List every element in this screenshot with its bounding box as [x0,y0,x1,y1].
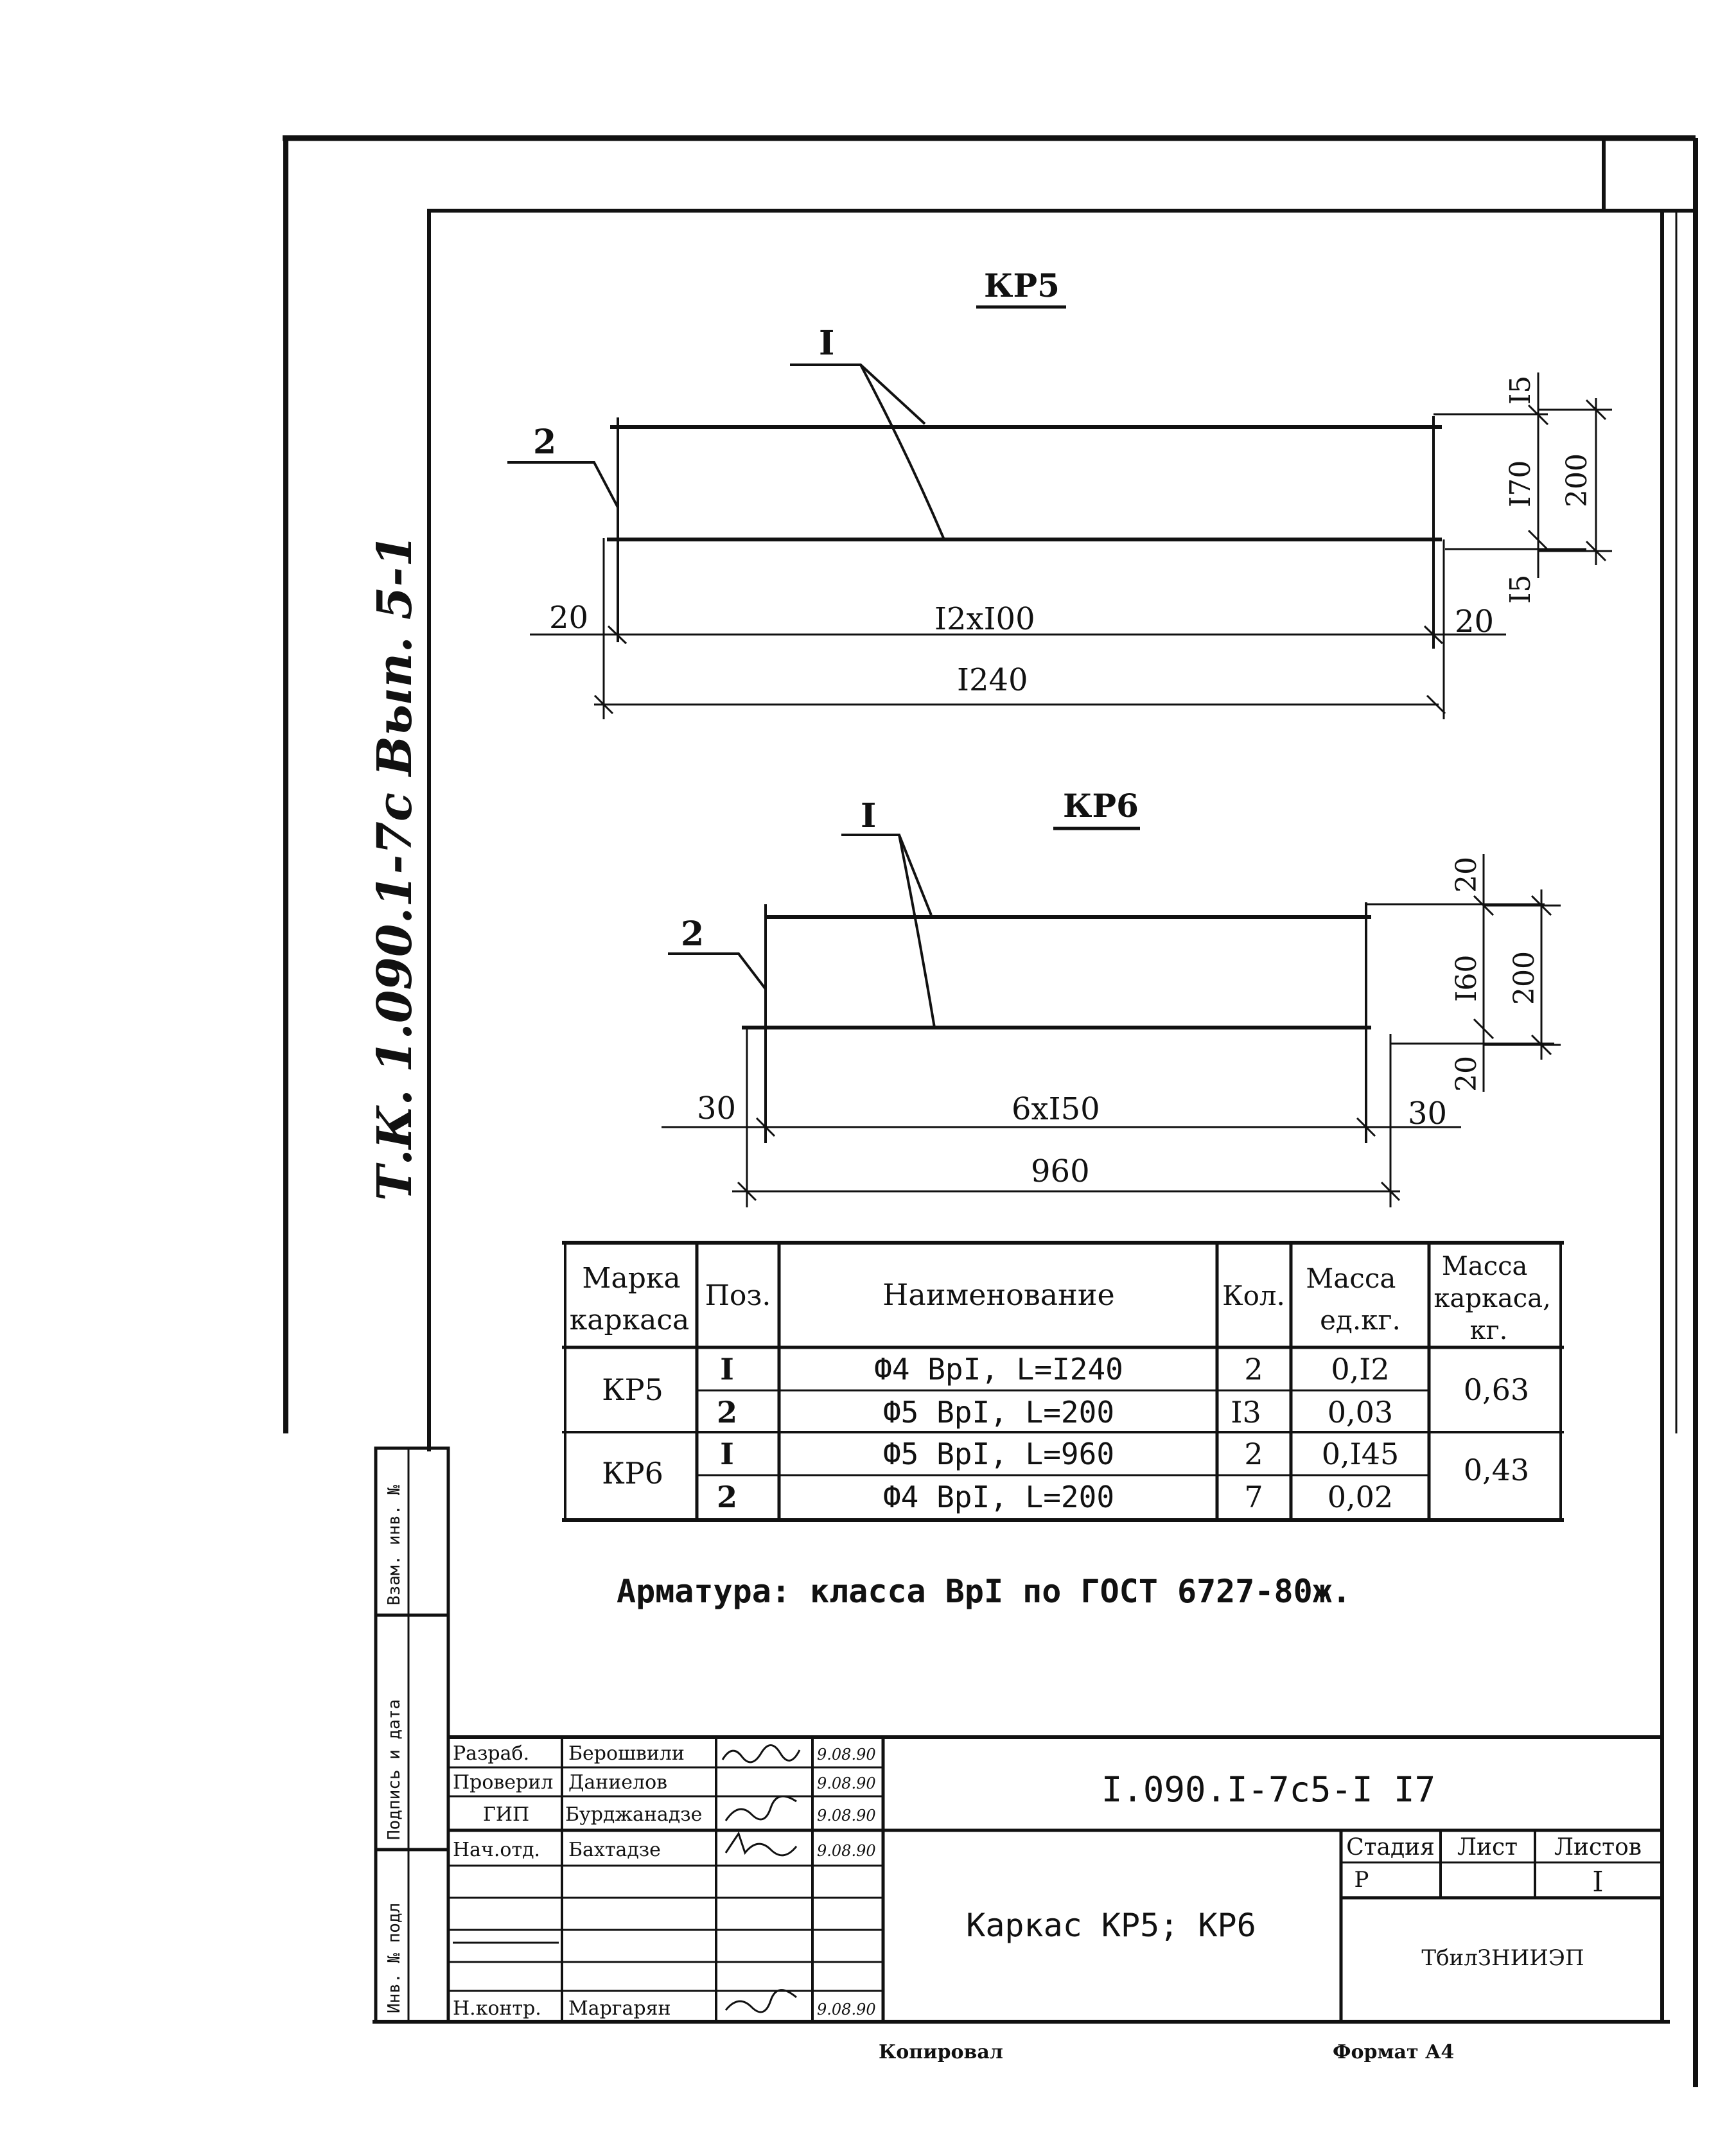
kr5-dim-right: 20 [1455,604,1495,640]
kr5-dim-spacing: I2xI00 [934,601,1035,637]
sheets-label: Листов [1554,1834,1642,1861]
cell-name: Ф5 ВрI, L=200 [882,1395,1115,1430]
kr6-dim-total: 960 [1031,1153,1090,1189]
header-name: Наименование [882,1277,1115,1312]
cell-name: Ф4 ВрI, L=200 [882,1480,1115,1514]
header-pos: Поз. [705,1279,771,1312]
side-stamp: Т.К. 1.090.1-7с Вып. 5-1 [367,534,423,1201]
person-name: Даниелов [568,1771,668,1794]
kr5-title: КР5 [984,267,1060,304]
strip-label-podpis: Подпись и дата [385,1699,404,1840]
cell-mass: 0,02 [1327,1480,1394,1514]
sign-date: 9.08.90 [817,1746,876,1764]
cell-name: Ф4 ВрI, L=I240 [874,1352,1123,1387]
cell-marka: КР5 [602,1372,663,1407]
role-label: ГИП [483,1803,530,1826]
spec-table [562,1243,1564,1520]
kr5-dim-top: I5 [1504,375,1537,405]
kr6-dim-spacing: 6xI50 [1012,1091,1100,1127]
cell-pos: I [720,1437,734,1471]
kr6-dim-mid: I60 [1450,954,1483,1002]
person-name: Бахтадзе [568,1839,661,1861]
title-block [448,1737,1662,2022]
kr5-pos1-label: I [819,324,835,363]
kr6-dim-top: 20 [1450,857,1483,893]
kr6-title: КР6 [1063,787,1139,825]
role-label: Нач.отд. [453,1839,541,1861]
sign-date: 9.08.90 [817,1842,876,1860]
kr5-dim-mid: I70 [1504,460,1537,507]
header-qty: Кол. [1222,1280,1285,1311]
role-label: Проверил [453,1771,554,1794]
kr5-pos2-label: 2 [533,423,557,462]
header-mass-frame: Масса каркаса, кг. [1434,1252,1551,1345]
cell-pos: 2 [716,1395,738,1430]
cell-pos: 2 [716,1480,738,1514]
kr5-drawing [507,267,1612,719]
header-mass-unit: Масса ед.кг. [1306,1263,1401,1336]
cell-qty: I3 [1231,1395,1261,1430]
kr6-pos2-label: 2 [681,915,705,954]
kr6-pos1-label: I [861,796,877,836]
kr5-dim-total: I240 [957,662,1028,698]
cell-name: Ф5 ВрI, L=960 [882,1437,1115,1471]
strip-label-vzam: Взам. инв. № [385,1485,404,1606]
kr5-dim-height: 200 [1561,453,1593,507]
cell-mass: 0,03 [1327,1395,1394,1430]
kr6-drawing [662,787,1561,1207]
person-name: Бурджанадзе [565,1803,703,1826]
drawing-title: Каркас КР5; КР6 [966,1907,1256,1944]
left-strip [376,1448,448,2022]
cell-total: 0,63 [1463,1372,1530,1407]
cell-mass: 0,I45 [1321,1437,1399,1471]
cell-qty: 2 [1244,1352,1263,1387]
strip-label-inv: Инв. № подл [385,1902,404,2013]
kr5-dim-bottom: I5 [1504,574,1537,604]
sheets-value: I [1592,1866,1604,1898]
cell-total: 0,43 [1463,1453,1530,1487]
kr6-dim-bottom: 20 [1450,1056,1483,1092]
cell-pos: I [720,1352,734,1387]
cell-qty: 2 [1244,1437,1263,1471]
doc-code: I.090.I-7с5-I I7 [1101,1769,1436,1810]
footer-format: Формат А4 [1333,2041,1455,2063]
cell-qty: 7 [1244,1480,1263,1514]
role-label: Н.контр. [453,1997,541,2020]
footer-copied: Копировал [879,2041,1003,2063]
stage-label: Стадия [1346,1834,1435,1861]
sign-date: 9.08.90 [817,1807,876,1825]
sign-date: 9.08.90 [817,2001,876,2018]
header-marka: Марка каркаса [569,1262,690,1336]
cell-marka: КР6 [602,1456,663,1491]
role-label: Разраб. [453,1742,530,1765]
kr6-dim-right: 30 [1408,1096,1448,1132]
person-name: Маргарян [568,1997,671,2020]
sheet-label: Лист [1457,1834,1518,1861]
person-name: Берошвили [568,1742,685,1765]
kr6-dim-height: 200 [1508,951,1541,1005]
stage-value: Р [1354,1867,1369,1893]
reinforcement-note: Арматура: класса ВрI по ГОСТ 6727-80ж. [617,1573,1351,1610]
kr6-dim-left: 30 [697,1090,737,1126]
kr5-dim-left: 20 [549,600,589,636]
organization: ТбилЗНИИЭП [1421,1945,1584,1971]
cell-mass: 0,I2 [1331,1352,1390,1387]
sign-date: 9.08.90 [817,1774,876,1792]
